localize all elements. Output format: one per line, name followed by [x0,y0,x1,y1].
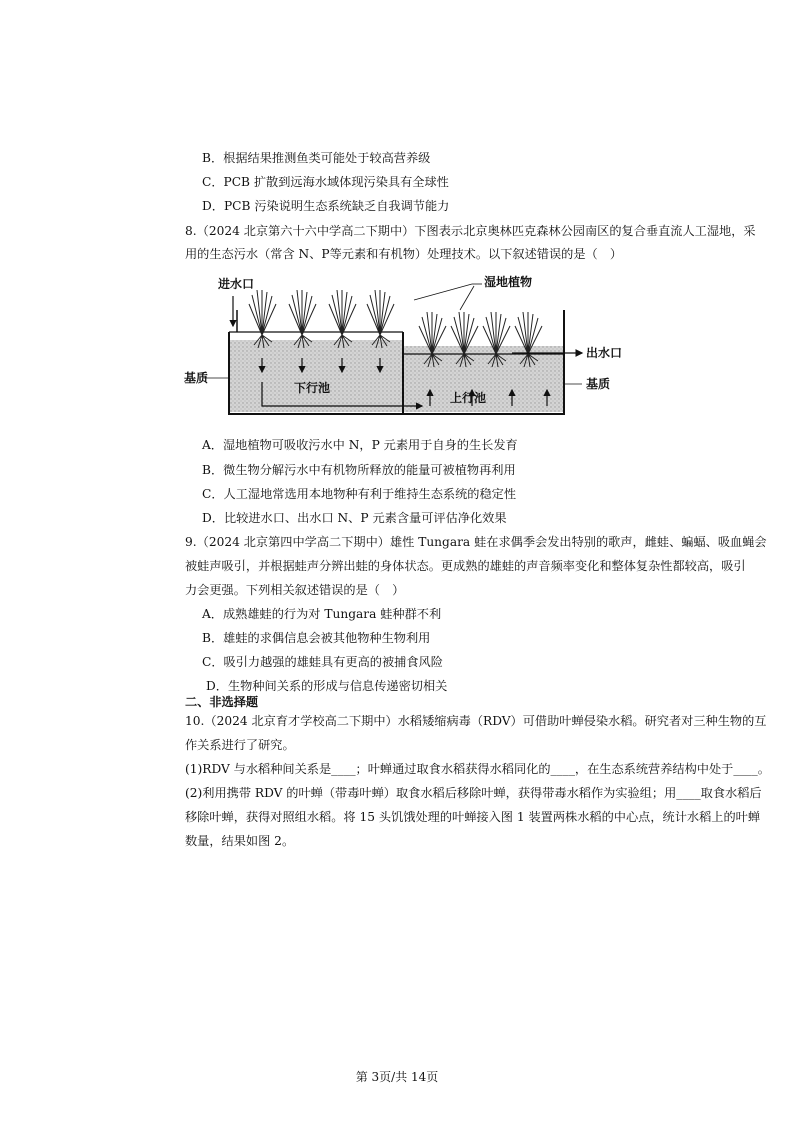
q10-line-5: 移除叶蝉，获得对照组水稻。将 15 头饥饿处理的叶蝉接入图 1 装置两株水稻的中心点，统计水稻上的叶蝉 [185,810,761,824]
q8-option-d: D．比较进水口、出水口 N、P 元素含量可评估净化效果 [202,511,507,525]
q9-option-a: A．成熟雄蛙的行为对 Tungara 蛙种群不利 [202,607,442,621]
q7-option-c: C．PCB 扩散到远海水域体现污染具有全球性 [202,175,449,189]
q9-stem-line-3: 力会更强。下列相关叙述错误的是（ ） [185,583,405,597]
label-substrate-left: 基质 [184,371,209,385]
label-substrate-right: 基质 [586,377,611,391]
label-plants: 湿地植物 [484,275,533,289]
q8-stem-line-2: 用的生态污水（常含 N、P等元素和有机物）处理技术。以下叙述错误的是（ ） [185,247,623,261]
q10-line-3: (1)RDV 与水稻种间关系是____；叶蝉通过取食水稻获得水稻同化的____，在生态系统营养结构中处于____。 [185,762,770,776]
q7-option-b: B．根据结果推测鱼类可能处于较高营养级 [202,151,431,165]
down-pool-substrate [229,340,402,412]
q9-option-b: B．雄蛙的求偶信息会被其他物种生物利用 [202,631,431,645]
q10-line-6: 数量，结果如图 2。 [185,834,295,848]
page-footer: 第 3页/共 14页 [355,1070,439,1084]
q8-option-a: A．湿地植物可吸收污水中 N，P 元素用于自身的生长发育 [202,438,518,452]
wetland-diagram [182,270,623,420]
q9-option-c: C．吸引力越强的雄蛙具有更高的被捕食风险 [202,655,443,669]
label-outlet: 出水口 [586,346,623,360]
q8-option-b: B．微生物分解污水中有机物所释放的能量可被植物再利用 [202,463,516,477]
q9-option-d: D．生物种间关系的形成与信息传递密切相关 [206,679,448,693]
q7-option-d: D．PCB 污染说明生态系统缺乏自我调节能力 [202,199,450,213]
q8-option-c: C．人工湿地常选用本地物种有利于维持生态系统的稳定性 [202,487,517,501]
section-title: 二、非选择题 [185,695,259,709]
label-down-pool: 下行池 [294,381,331,395]
label-up-pool: 上行池 [450,391,487,405]
q10-line-1: 10.（2024 北京育才学校高二下期中）水稻矮缩病毒（RDV）可借助叶蝉侵染水稻。研究者对三种生物的互 [185,714,767,728]
q8-stem-line-1: 8.（2024 北京第六十六中学高二下期中）下图表示北京奥林匹克森林公园南区的复合垂直流人工湿地，采 [185,224,756,238]
label-inlet: 进水口 [218,277,255,291]
wetland-plants-left [249,290,394,348]
q10-line-2: 作关系进行了研究。 [185,738,295,752]
q9-stem-line-1: 9.（2024 北京第四中学高二下期中）雄性 Tungara 蛙在求偶季会发出特别的歌声，雌蛙、蝙蝠、吸血蝇会 [185,535,767,549]
q9-stem-line-2: 被蛙声吸引，并根据蛙声分辨出蛙的身体状态。更成熟的雄蛙的声音频率变化和整体复杂性都较高，吸引 [185,559,746,573]
q10-line-4: (2)利用携带 RDV 的叶蝉（带毒叶蝉）取食水稻后移除叶蝉，获得带毒水稻作为实验组；用____取食水稻后 [185,786,762,800]
